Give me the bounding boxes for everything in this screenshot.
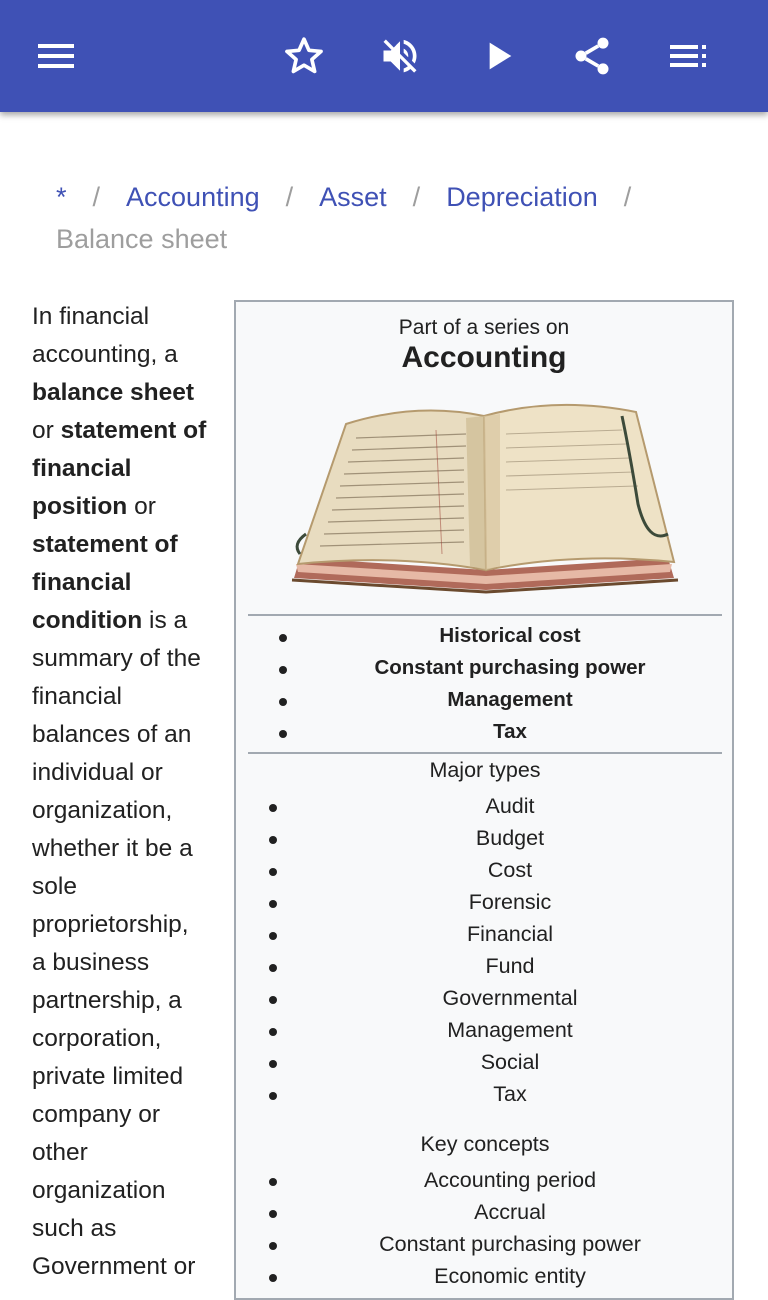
list-item[interactable] xyxy=(248,790,722,822)
breadcrumb-asset[interactable]: Asset xyxy=(319,182,387,212)
paragraph-text: or xyxy=(32,417,61,444)
breadcrumb-separator: / xyxy=(92,182,101,212)
list-item[interactable] xyxy=(248,1228,722,1260)
breadcrumb-separator: / xyxy=(285,182,294,212)
series-title[interactable]: Accounting xyxy=(401,341,567,374)
table-of-contents-button[interactable] xyxy=(660,28,716,84)
bold-term: statement of financial position xyxy=(32,417,207,520)
accounting-series-infobox xyxy=(234,300,734,1300)
bold-term: balance sheet xyxy=(32,379,195,406)
major-type-link[interactable]: Tax xyxy=(493,1082,527,1106)
list-item[interactable] xyxy=(248,950,722,982)
list-item[interactable] xyxy=(248,1014,722,1046)
breadcrumb-separator: / xyxy=(623,182,632,212)
menu-button[interactable] xyxy=(28,28,84,84)
breadcrumb xyxy=(56,176,736,260)
list-item[interactable] xyxy=(248,1196,722,1228)
series-label: Part of a series on xyxy=(398,316,570,339)
app-bar xyxy=(0,0,768,112)
breadcrumb-accounting[interactable]: Accounting xyxy=(126,182,260,212)
featured-topic-link[interactable]: Historical cost xyxy=(439,624,581,647)
major-types-list xyxy=(248,790,722,1110)
major-type-link[interactable]: Governmental xyxy=(442,986,578,1010)
volume-off-icon xyxy=(378,34,422,78)
list-item[interactable] xyxy=(248,982,722,1014)
star-outline-icon xyxy=(282,34,326,78)
paragraph-text: is a summary of the financial balances of an individual or organization, whether it be a sole proprietorship, a business partnership, a corporation, private limited company or other organization such as Government or xyxy=(32,607,201,1280)
breadcrumb-separator: / xyxy=(412,182,421,212)
list-item[interactable] xyxy=(248,1046,722,1078)
list-item[interactable] xyxy=(248,684,722,716)
share-button[interactable] xyxy=(564,28,620,84)
list-item[interactable] xyxy=(248,822,722,854)
infobox-divider xyxy=(248,614,722,616)
list-item[interactable] xyxy=(248,886,722,918)
toc-list-icon xyxy=(668,36,708,76)
bookmark-button[interactable] xyxy=(276,28,332,84)
major-type-link[interactable]: Fund xyxy=(485,954,535,978)
list-item[interactable] xyxy=(248,854,722,886)
major-type-link[interactable]: Management xyxy=(447,1018,573,1042)
breadcrumb-current-page: Balance sheet xyxy=(56,224,228,254)
breadcrumb-depreciation[interactable]: Depreciation xyxy=(446,182,598,212)
featured-topic-link[interactable]: Constant purchasing power xyxy=(374,656,646,679)
menu-icon xyxy=(36,36,76,76)
list-item[interactable] xyxy=(248,716,722,748)
list-item[interactable] xyxy=(248,918,722,950)
major-type-link[interactable]: Budget xyxy=(475,826,545,850)
play-icon xyxy=(478,36,518,76)
key-concepts-heading: Key concepts xyxy=(420,1132,550,1156)
breadcrumb-home[interactable]: * xyxy=(56,182,67,212)
featured-topics-list xyxy=(248,620,722,748)
key-concept-link[interactable]: Accounting period xyxy=(423,1168,597,1192)
key-concepts-list xyxy=(248,1164,722,1292)
article-lead-paragraph xyxy=(32,298,208,1286)
paragraph-text: or xyxy=(127,493,156,520)
major-type-link[interactable]: Forensic xyxy=(468,890,552,914)
key-concept-link[interactable]: Economic entity xyxy=(434,1264,586,1288)
major-type-link[interactable]: Financial xyxy=(466,922,554,946)
open-ledger-book-icon[interactable] xyxy=(286,394,686,594)
key-concept-link[interactable]: Accrual xyxy=(474,1200,546,1224)
featured-topic-link[interactable]: Tax xyxy=(493,720,527,743)
major-type-link[interactable]: Social xyxy=(480,1050,540,1074)
list-item[interactable] xyxy=(248,1164,722,1196)
play-button[interactable] xyxy=(470,28,526,84)
list-item[interactable] xyxy=(248,652,722,684)
list-item[interactable] xyxy=(248,1078,722,1110)
major-type-link[interactable]: Cost xyxy=(487,858,533,882)
featured-topic-link[interactable]: Management xyxy=(447,688,573,711)
major-types-heading: Major types xyxy=(429,758,541,782)
paragraph-text: In financial accounting, a xyxy=(32,303,178,368)
major-type-link[interactable]: Audit xyxy=(485,794,535,818)
key-concept-link[interactable]: Constant purchasing power xyxy=(379,1232,641,1256)
mute-button[interactable] xyxy=(372,28,428,84)
list-item[interactable] xyxy=(248,1260,722,1292)
bold-term: statement of financial condition xyxy=(32,531,178,634)
share-icon xyxy=(570,34,614,78)
list-item[interactable] xyxy=(248,620,722,652)
